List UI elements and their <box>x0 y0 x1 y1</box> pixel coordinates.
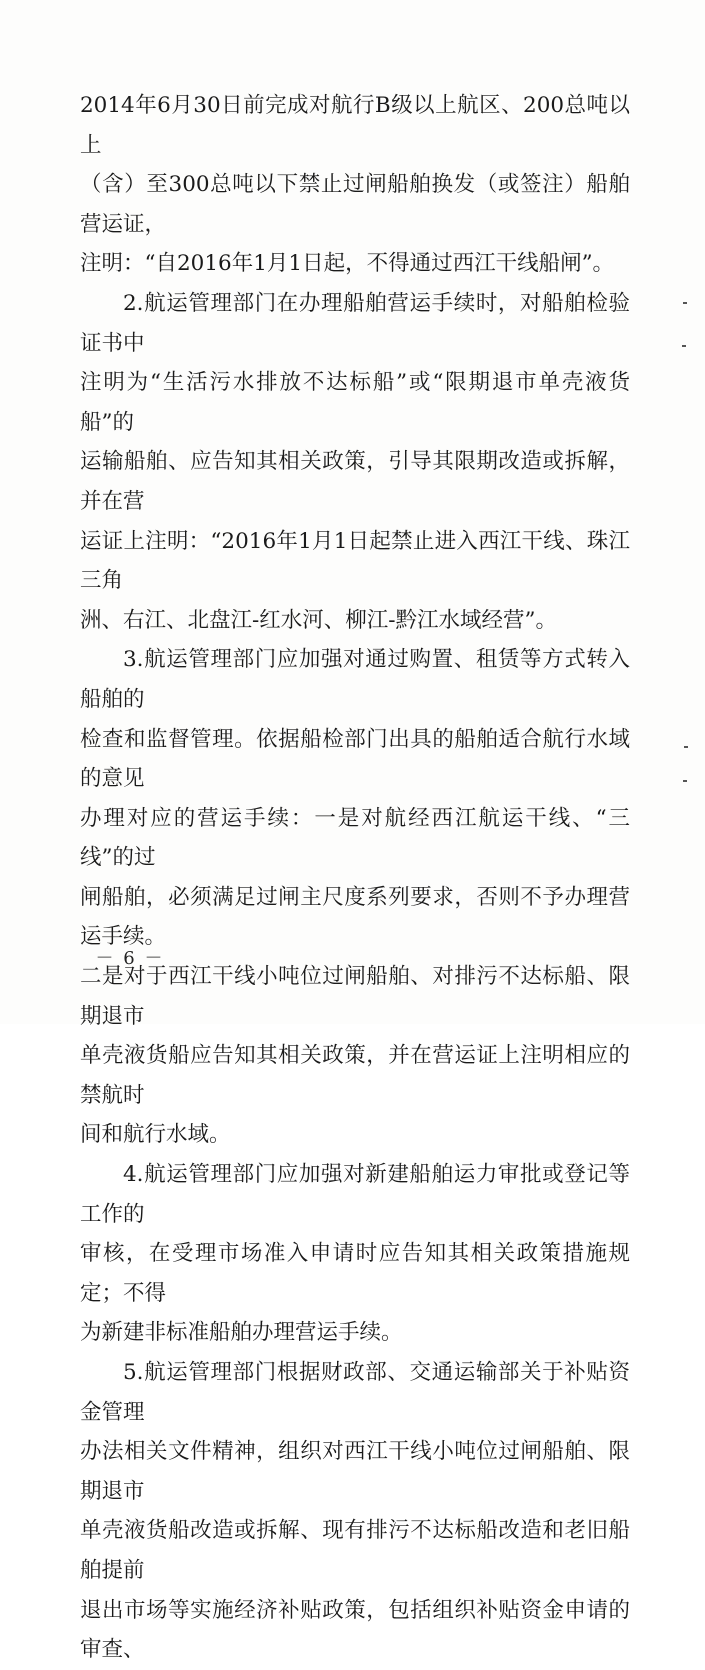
scan-speck <box>683 780 687 782</box>
paragraph-item-5: 5.航运管理部门根据财政部、交通运输部关于补贴资金管理 办法相关文件精神，组织对西江干线小吨位过闸船舶、限期退市 单壳液货船改造或拆解、现有排污不达标船改造和老旧船舶提前 退出市场等实施经济补贴政策，包括组织补贴资金申请的审查、 <box>80 1360 630 1663</box>
scan-speck <box>682 345 686 347</box>
scan-speck <box>683 302 687 304</box>
document-body <box>80 86 630 1670</box>
paragraph-item-3: 3.航运管理部门应加强对通过购置、租赁等方式转入船舶的 检查和监督管理。依据船检部门出具的船舶适合航行水域的意见 办理对应的营运手续：一是对航经西江航运干线、“三线”的过 闸船舶，必须满足过闸主尺度系列要求，否则不予办理营运手续。 二是对于西江干线小吨位过闸船舶、对排污不达标船、限期退市 单壳液货船应告知其相关政策，并在营运证上注明相应的禁航时 间和航行水域。 <box>80 647 630 1148</box>
page-number: － 6 － <box>95 948 165 969</box>
paragraph-item-2: 2.航运管理部门在办理船舶营运手续时，对船舶检验证书中 注明为“生活污水排放不达标船”或“限期退市单壳液货船”的 运输船舶、应告知其相关政策，引导其限期改造或拆解，并在营 运证上注明：“2016年1月1日起禁止进入西江干线、珠江三角 洲、右江、北盘江-红水河、柳江-黔江水域经营”。 <box>80 290 630 633</box>
scan-speck <box>684 746 688 748</box>
paragraph-item-4: 4.航运管理部门应加强对新建船舶运力审批或登记等工作的 审核，在受理市场准入申请时应告知其相关政策措施规定；不得 为新建非标准船舶办理营运手续。 <box>80 1162 630 1346</box>
paragraph-continuation: 2014年6月30日前完成对航行B级以上航区、200总吨以上 （含）至300总吨以下禁止过闸船舶换发（或签注）船舶营运证， 注明：“自2016年1月1日起，不得通过西江干线船闸”。 <box>80 93 630 277</box>
